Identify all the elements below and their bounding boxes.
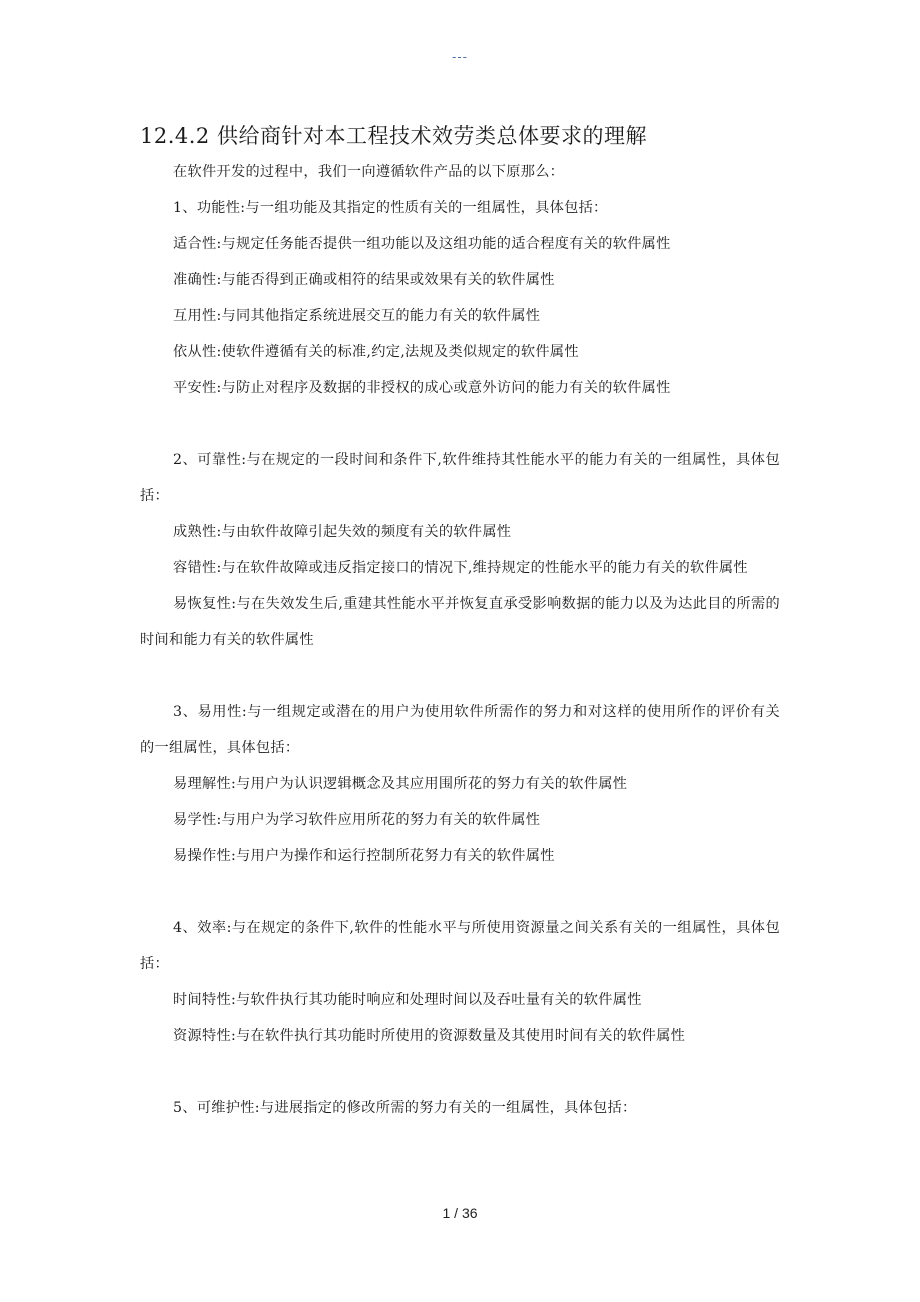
learnability-item: 易学性:与用户为学习软件应用所花的努力有关的软件属性 [173, 812, 541, 828]
fault-tolerance-item: 容错性:与在软件故障或违反指定接口的情况下,维持规定的性能水平的能力有关的软件属性 [173, 560, 748, 576]
operability-item: 易操作性:与用户为操作和运行控制所花努力有关的软件属性 [173, 848, 555, 864]
section-heading: 12.4.2 供给商针对本工程技术效劳类总体要求的理解 [140, 124, 647, 148]
recoverability-item: 易恢复性:与在失效发生后,重建其性能水平并恢复直承受影响数据的能力以及为达此目的所需的时间和能力有关的软件属性 [140, 596, 780, 648]
spacer [140, 406, 780, 442]
maturity-item: 成熟性:与由软件故障引起失效的频度有关的软件属性 [173, 524, 512, 540]
usability-paragraph: 3、易用性:与一组规定或潜在的用户为使用软件所需作的努力和对这样的使用所作的评价有关的一组属性，具体包括： [140, 704, 780, 756]
suitability-item: 适合性:与规定任务能否提供一组功能以及这组功能的适合程度有关的软件属性 [173, 236, 671, 252]
maintainability-paragraph: 5、可维护性:与进展指定的修改所需的努力有关的一组属性，具体包括： [173, 1100, 637, 1116]
header-mark: --- [452, 50, 468, 64]
time-behaviour-item: 时间特性:与软件执行其功能时响应和处理时间以及吞吐量有关的软件属性 [173, 992, 642, 1008]
document-body [140, 118, 780, 1126]
reliability-paragraph: 2、可靠性:与在规定的一段时间和条件下,软件维持其性能水平的能力有关的一组属性，具体包括： [140, 452, 780, 504]
spacer [140, 658, 780, 694]
spacer [140, 874, 780, 910]
functionality-paragraph: 1、功能性:与一组功能及其指定的性质有关的一组属性，具体包括： [173, 200, 608, 216]
compliance-item: 依从性:使软件遵循有关的标准,约定,法规及类似规定的软件属性 [173, 344, 579, 360]
interoperability-item: 互用性:与同其他指定系统进展交互的能力有关的软件属性 [173, 308, 541, 324]
spacer [140, 1054, 780, 1090]
efficiency-paragraph: 4、效率:与在规定的条件下,软件的性能水平与所使用资源量之间关系有关的一组属性，具体包括： [140, 920, 780, 972]
understandability-item: 易理解性:与用户为认识逻辑概念及其应用围所花的努力有关的软件属性 [173, 776, 628, 792]
intro-paragraph: 在软件开发的过程中，我们一向遵循软件产品的以下原那么： [173, 164, 565, 180]
resource-behaviour-item: 资源特性:与在软件执行其功能时所使用的资源数量及其使用时间有关的软件属性 [173, 1028, 686, 1044]
accuracy-item: 准确性:与能否得到正确或相符的结果或效果有关的软件属性 [173, 272, 555, 288]
security-item: 平安性:与防止对程序及数据的非授权的成心或意外访问的能力有关的软件属性 [173, 380, 671, 396]
page-number: 1 / 36 [442, 1205, 478, 1221]
